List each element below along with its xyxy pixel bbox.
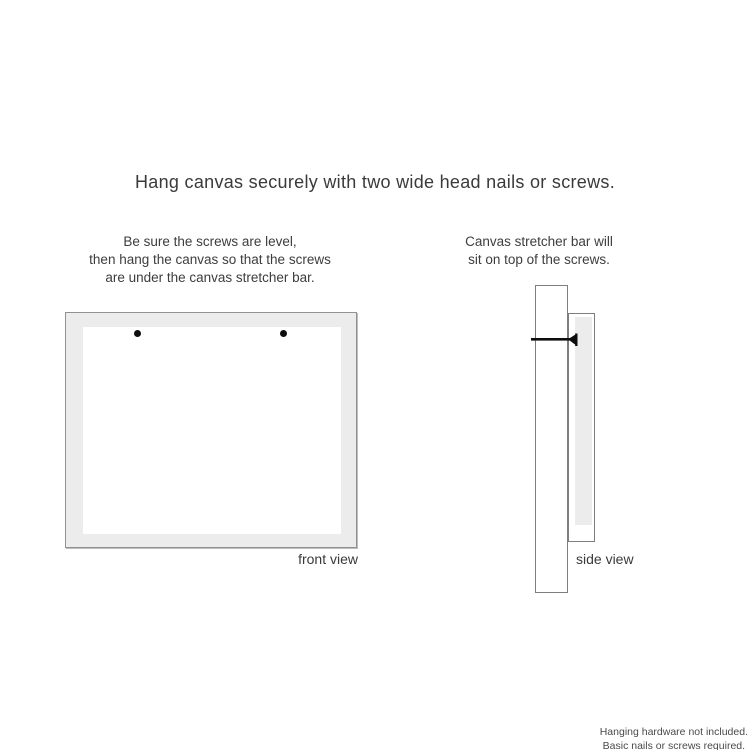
hardware-disclaimer: [600, 726, 748, 750]
front-instruction-text: [66, 233, 354, 287]
side-view-label: side view: [576, 551, 634, 567]
screw-dot-left-icon: [134, 330, 141, 337]
front-instruction-line-3: are under the canvas stretcher bar.: [105, 270, 315, 285]
front-instruction-line-1: Be sure the screws are level,: [123, 234, 297, 249]
front-view-label: front view: [298, 551, 358, 567]
screw-dot-right-icon: [280, 330, 287, 337]
canvas-face: [83, 327, 341, 534]
front-instruction-line-2: then hang the canvas so that the screws: [89, 252, 331, 267]
side-instruction-line-2: sit on top of the screws.: [468, 252, 610, 267]
nail-icon: [531, 333, 578, 347]
disclaimer-line-2: Basic nails or screws required.: [602, 739, 746, 750]
canvas-side-face: [575, 317, 592, 525]
wall-strip: [535, 285, 568, 593]
front-view-diagram: [65, 312, 357, 548]
disclaimer-line-1: Hanging hardware not included.: [599, 726, 748, 738]
canvas-side-bar: [568, 313, 595, 542]
side-instruction-line-1: Canvas stretcher bar will: [465, 234, 613, 249]
side-instruction-text: [438, 233, 640, 269]
page-title: Hang canvas securely with two wide head nails or screws.: [134, 172, 615, 192]
